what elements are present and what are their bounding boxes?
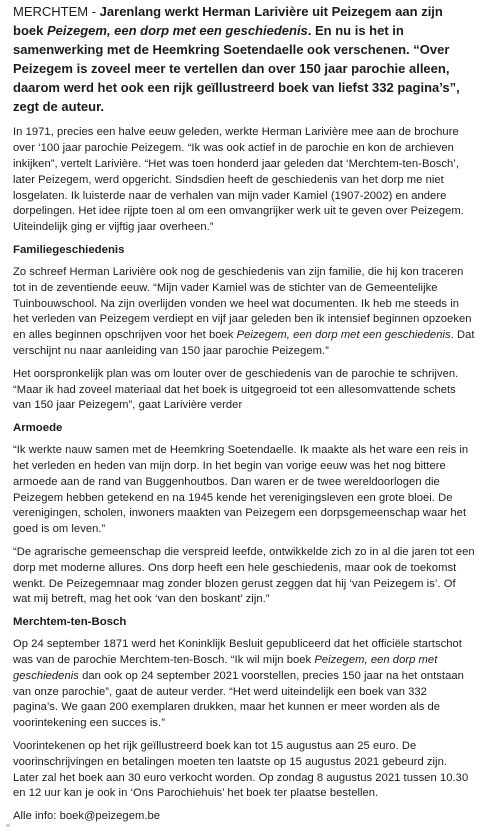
paragraph-6-part-2: dan ook op 24 september 2021 voorstellen, precies 150 jaar na het ontstaan van onze parochie”, gaat de auteur verder. “Het werd uiteindelijk een boek van 332 pagina’s. We gaan 200 exemplaren drukken, maar het kunnen er meer worden als de voorintekening een succes is.” xyxy=(13,669,464,730)
lead-text-part-1: Jarenlang werkt Herman Larivière uit Peizegem aan zijn boek xyxy=(13,4,443,38)
paragraph-2-part-2: . Dat verschijnt nu naar aanleiding van 150 jaar parochie Peizegem.” xyxy=(13,329,475,357)
paragraph-6-part-1: Op 24 september 1871 werd het Koninklijk Besluit gepubliceerd dat het officiële startschot was van de parochie Merchtem-ten-Bosch. “Ik wil mijn boek xyxy=(13,638,462,666)
paragraph-3: Het oorspronkelijk plan was om louter over de geschiedenis van de parochie te schrijven. “Maar ik had zoveel materiaal dat het boek is uitgegroeid tot een allesomvattende schets van 150 jaar Peizegem”, gaat Larivière verder xyxy=(13,367,459,412)
paragraph-4: “Ik werkte nauw samen met de Heemkring Soetendaelle. Ik maakte als het ware een reis in het verleden en heden van mijn dorp. In het begin van vorige eeuw was het nog bittere armoede aan de rand van Buggenhoutbos. Dan waren er de twee wereldoorlogen die Peizegem hebben getekend en na 1945 kende het verenigingsleven een grote bloei. De verenigingen, scholen, inwoners maakten van Peizegem een dorpsgemeenschap waar het goed is om leven.” xyxy=(13,444,469,536)
lead-text-part-2: . En nu is het in samenwerking met de Heemkring Soetendaelle ook verschenen. “Over Peizegem is zoveel meer te vertellen dan over 150 jaar parochie alleen, daarom werd het ook een rijk geïllustreerd boek van liefst 332 pagina’s”, zegt de auteur. xyxy=(13,22,460,114)
paragraph-5: “De agrarische gemeenschap die verspreid leefde, ontwikkelde zich zo in al die jaren tot een dorp met moderne allures. Ons dorp heeft een hele geschiedenis, maar ook de toekomst wenkt. De Peizegemnaar mag zonder blozen gerust zeggen dat hij ‘van Peizegem is’. Of wat mij betreft, mag het ook ‘van den boskant’ zijn.” xyxy=(13,545,475,606)
paragraph-7: Voorintekenen op het rijk geïllustreerd boek kan tot 15 augustus aan 25 euro. De voorinschrijvingen en betalingen moeten ten laatste op 15 augustus 2021 gebeurd zijn. Later zal het boek aan 30 euro verkocht worden. Op zondag 8 augustus 2021 tussen 10.30 en 12 uur kan je ook in ‘Ons Parochiehuis’ het boek ter plaatse bestellen. xyxy=(13,739,469,800)
lead-paragraph xyxy=(13,3,475,116)
contact-info: Alle info: boek@peizegem.be xyxy=(13,810,161,823)
subheading-merchtem-ten-bosch: Merchtem-ten-Bosch xyxy=(13,616,127,629)
paragraph-1: In 1971, precies een halve eeuw geleden, werkte Herman Larivière mee aan de brochure over ‘100 jaar parochie Peizegem. “Ik was ook actief in de parochie en kon de archieven inkijken”, vertelt Larivière. “Het was toen honderd jaar geleden dat ‘Merchtem-ten-Bosch’, later Peizegem, werd opgericht. Sindsdien heeft de geschiedenis van het dorp me niet losgelaten. Ik luisterde naar de verhalen van mijn vader Kamiel (1907-2002) en andere dorpelingen. Het idee rijpte toen al om een omvangrijker werk uit te geven over Peizegem. Uiteindelijk ging er vijftig jaar overheen.” xyxy=(13,126,464,234)
subheading-armoede: Armoede xyxy=(13,422,63,435)
bottom-divider xyxy=(6,824,10,827)
paragraph-6-book-title: Peizegem, een dorp met geschiedenis xyxy=(13,653,438,682)
book-title: Peizegem, een dorp met een geschiedenis xyxy=(46,22,308,38)
paragraph-2 xyxy=(13,265,475,360)
dateline: MERCHTEM - xyxy=(13,4,100,19)
paragraph-2-book-title: Peizegem, een dorp met een geschiedenis xyxy=(236,329,451,342)
lead-text xyxy=(13,4,460,114)
paragraph-6 xyxy=(13,637,475,732)
paragraph-2-part-1: Zo schreef Herman Larivière ook nog de geschiedenis van zijn familie, die hij kon traceren tot in de zeventiende eeuw. “Mijn vader Kamiel was de stichter van de Gemeentelijke Tuinbouwschool. Na zijn overlijden vonden we heel wat documenten. Ik heb me steeds in het verleden van Peizegem verdiept en vijf jaar geleden ben ik intensief beginnen opzoeken en alles beginnen opschrijven voor het boek xyxy=(13,266,472,342)
subheading-familiegeschiedenis: Familiegeschiedenis xyxy=(13,244,125,257)
